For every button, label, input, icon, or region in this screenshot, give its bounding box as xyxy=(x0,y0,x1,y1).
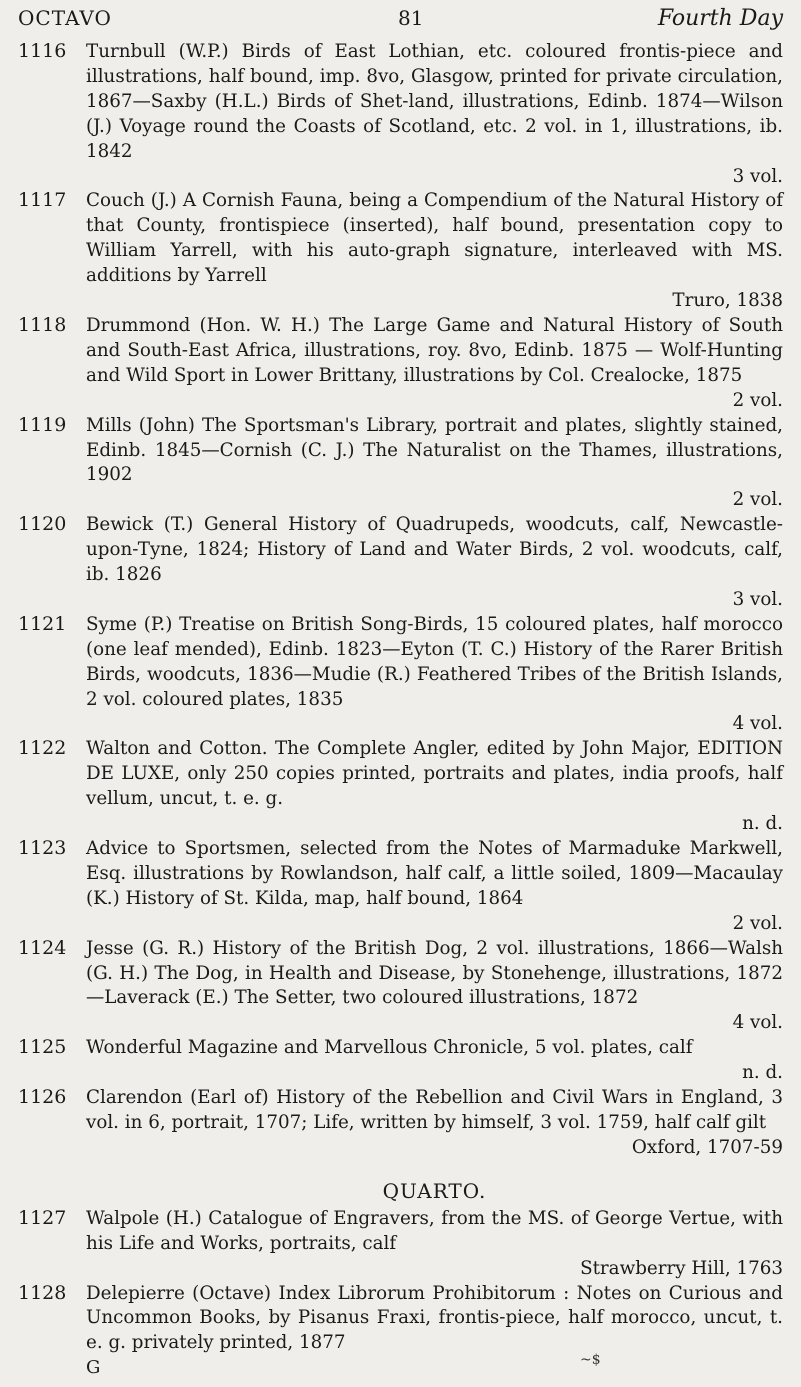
lot-number: 1119 xyxy=(18,413,67,436)
lot-tail: Strawberry Hill, 1763 xyxy=(580,1257,783,1279)
lot-number: 1120 xyxy=(18,513,67,536)
header-format: OCTAVO xyxy=(18,6,112,30)
lot-tail: Oxford, 1707-59 xyxy=(631,1136,783,1158)
lot-tail: 4 vol. xyxy=(732,1012,783,1034)
lot-number: 1127 xyxy=(18,1206,67,1229)
footer-mark: ~$ xyxy=(580,1352,601,1368)
lot-tail: n. d. xyxy=(742,1062,783,1084)
signature-mark: G xyxy=(86,1357,101,1379)
lot-tail: 3 vol. xyxy=(732,165,783,187)
lot-entry xyxy=(18,737,783,837)
lot-entry xyxy=(18,513,783,613)
lot-description: Wonderful Magazine and Marvellous Chronicle, 5 vol. plates, calf xyxy=(86,1037,693,1059)
lot-entry xyxy=(18,937,783,1037)
lot-number: 1116 xyxy=(18,40,67,62)
lot-tail: 4 vol. xyxy=(732,713,783,735)
lot-number: 1128 xyxy=(18,1281,67,1304)
lot-description: Delepierre (Octave) Index Librorum Prohibitorum : Notes on Curious and Uncommon Books, by Pisanus Fraxi, frontis-piece, half morocco, uncut, t. e. g. privately printed, 1877 xyxy=(86,1282,783,1354)
lot-description: Jesse (G. R.) History of the British Dog, 2 vol. illustrations, 1866—Walsh (G. H.) The Dog, in Health and Disease, by Stonehenge, illustrations, 1872—Laverack (E.) The Setter, two coloured illustrations, 1872 xyxy=(86,937,783,1009)
lot-entry xyxy=(18,613,783,738)
lot-entry xyxy=(18,40,783,189)
lot-tail: 3 vol. xyxy=(732,588,783,610)
lot-entry xyxy=(18,314,783,414)
lot-list xyxy=(18,40,783,1380)
lot-description: Walpole (H.) Catalogue of Engravers, from the MS. of George Vertue, with his Life and Works, portraits, calf xyxy=(86,1207,783,1254)
lot-number: 1117 xyxy=(18,189,67,212)
lot-entry xyxy=(18,1086,783,1161)
lot-number: 1118 xyxy=(18,313,67,336)
lot-description: Bewick (T.) General History of Quadrupeds, woodcuts, calf, Newcastle-upon-Tyne, 1824; History of Land and Water Birds, 2 vol. woodcuts, calf, ib. 1826 xyxy=(86,514,783,586)
lot-entry xyxy=(18,414,783,514)
lot-number: 1124 xyxy=(18,936,67,959)
section-heading: QUARTO. xyxy=(382,1178,487,1203)
lot-number: 1122 xyxy=(18,737,67,760)
lot-description: Advice to Sportsmen, selected from the Notes of Marmaduke Markwell, Esq. illustrations by Rowlandson, half calf, a little soiled, 1809—Macaulay (K.) History of St. Kilda, map, half bound, 1864 xyxy=(86,838,783,909)
lot-number: 1123 xyxy=(18,837,67,859)
lot-description: Walton and Cotton. The Complete Angler, edited by John Major, EDITION DE LUXE, only 250 copies printed, portraits and plates, india proofs, half vellum, uncut, t. e. g. xyxy=(86,738,783,810)
lot-description: Drummond (Hon. W. H.) The Large Game and Natural History of South and South-East Africa, illustrations, roy. 8vo, Edinb. 1875 — Wolf-Hunting and Wild Sport in Lower Brittany, illustrations by Col. Crealocke, 1875 xyxy=(86,314,783,386)
lot-tail: 2 vol. xyxy=(732,912,783,934)
lot-description: Syme (P.) Treatise on British Song-Birds, 15 coloured plates, half morocco (one leaf mended), Edinb. 1823—Eyton (T. C.) History of the Rarer British Birds, woodcuts, 1836—Mudie (R.) Feathered Tribes of the British Islands, 2 vol. coloured plates, 1835 xyxy=(86,613,783,710)
lot-description: Turnbull (W.P.) Birds of East Lothian, etc. coloured frontis-piece and illustrations, half bound, imp. 8vo, Glasgow, printed for private circulation, 1867—Saxby (H.L.) Birds of Shet-land, illustrations, Edinb. 1874—Wilson (J.) Voyage round the Coasts of Scotland, etc. 2 vol. in 1, illustrations, ib. 1842 xyxy=(86,41,783,162)
page-header xyxy=(18,6,783,36)
lot-tail: 2 vol. xyxy=(732,489,783,511)
lot-entry xyxy=(18,189,783,314)
lot-description: Mills (John) The Sportsman's Library, portrait and plates, slightly stained, Edinb. 1845—Cornish (C. J.) The Naturalist on the Thames, illustrations, 1902 xyxy=(86,414,783,486)
lot-description: Couch (J.) A Cornish Fauna, being a Compendium of the Natural History of that County, frontispiece (inserted), half bound, presentation copy to William Yarrell, with his auto-graph signature, interleaved with MS. additions by Yarrell xyxy=(86,190,783,287)
header-day: Fourth Day xyxy=(657,6,783,31)
lot-entry xyxy=(18,1207,783,1282)
lot-entry xyxy=(18,837,783,937)
lot-tail: 2 vol. xyxy=(732,389,783,411)
lot-entry xyxy=(18,1036,783,1086)
page-number: 81 xyxy=(398,6,424,30)
lot-number: 1125 xyxy=(18,1036,67,1059)
lot-tail: Truro, 1838 xyxy=(672,290,783,312)
lot-description: Clarendon (Earl of) History of the Rebellion and Civil Wars in England, 3 vol. in 6, portrait, 1707; Life, written by himself, 3 vol. 1759, half calf gilt xyxy=(86,1087,783,1133)
lot-tail: n. d. xyxy=(742,813,783,835)
lot-number: 1126 xyxy=(18,1086,67,1109)
lot-number: 1121 xyxy=(18,612,67,635)
lot-entry xyxy=(18,1282,783,1357)
